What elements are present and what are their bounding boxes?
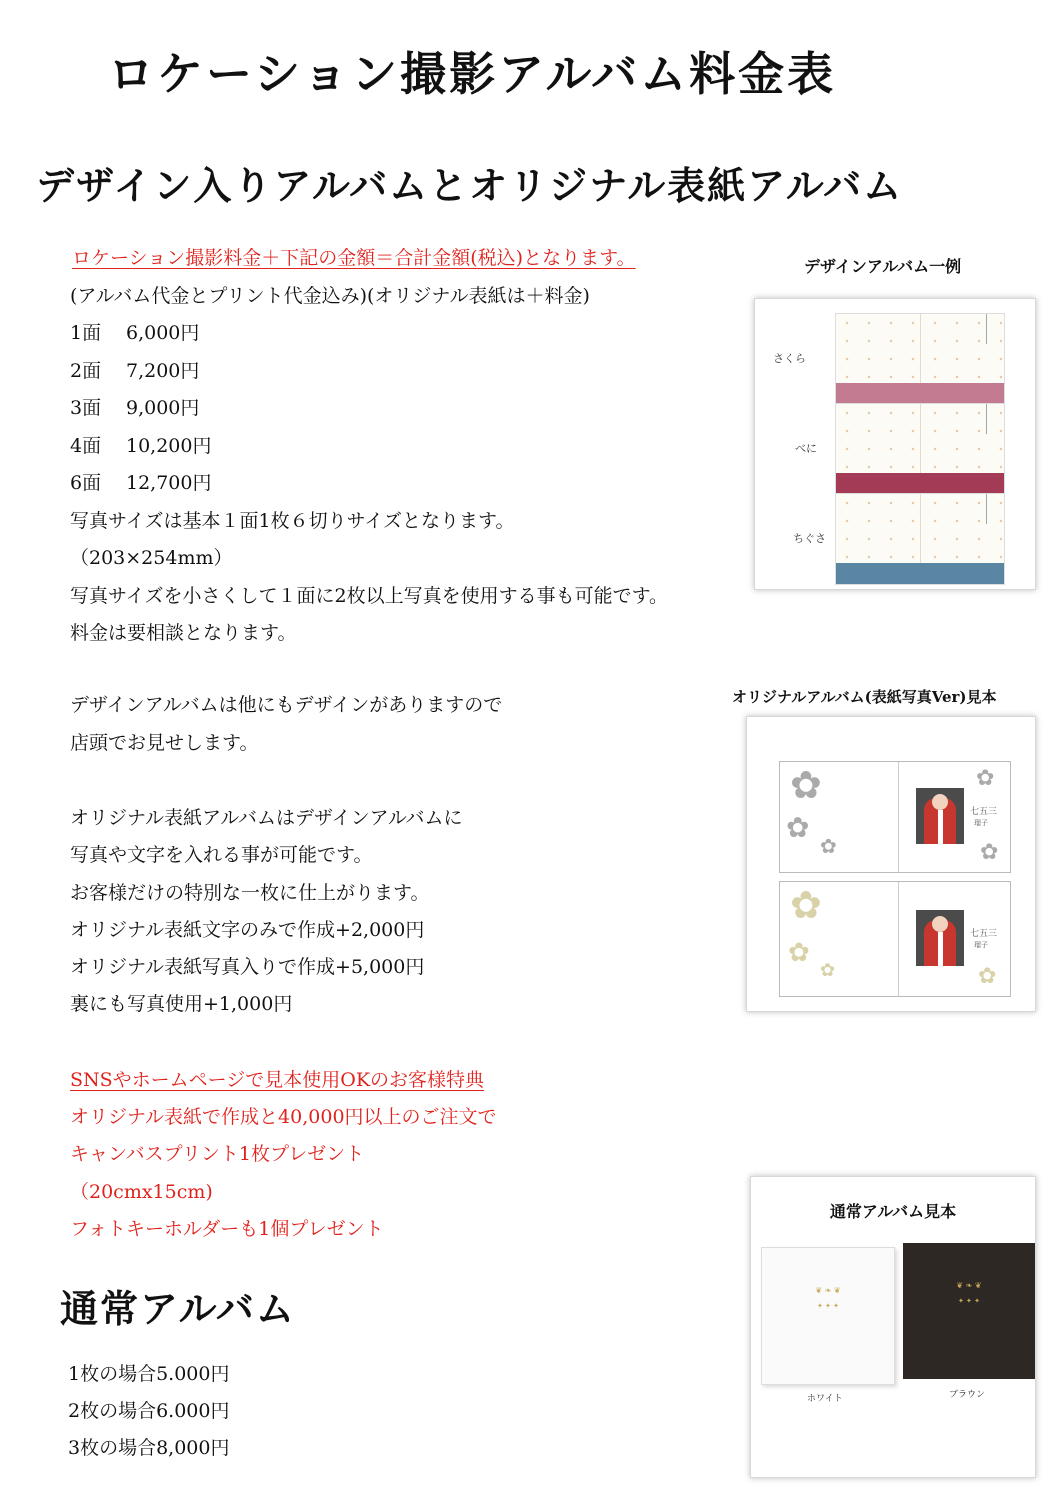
- original-option-photo: オリジナル表紙写真入りで作成+5,000円: [70, 956, 425, 978]
- fold-line: [898, 762, 899, 872]
- design-album-caption: デザインアルバム一例: [804, 257, 962, 276]
- brown-album: [903, 1243, 1035, 1379]
- price-row: [70, 434, 211, 472]
- face: [932, 916, 948, 932]
- price-row: [70, 396, 211, 434]
- crest-icon: ❦ ❧ ❦: [956, 1281, 982, 1290]
- price-value: 10,200円: [126, 434, 212, 457]
- lily-icon: ✿: [786, 811, 810, 844]
- original-album-sample-image: [746, 716, 1036, 1012]
- normal-album-price: 1枚の場合5.000円: [68, 1363, 230, 1385]
- cover-text: 七五三: [970, 929, 998, 939]
- lily-icon: ✿: [820, 960, 836, 981]
- lily-icon: ✿: [980, 840, 999, 865]
- charm-string: [986, 314, 987, 344]
- sash: [938, 932, 943, 966]
- price-pages: 4面: [70, 434, 102, 457]
- lily-icon: ✿: [788, 938, 810, 968]
- price-pages: 1面: [70, 322, 102, 344]
- lily-icon: ✿: [820, 834, 837, 858]
- color-band: [836, 383, 1004, 404]
- design-variant-sakura: [835, 313, 1005, 405]
- lily-icon: ✿: [790, 763, 822, 807]
- portrait-photo: [916, 788, 964, 844]
- sns-offer-line: （20cmx15cm): [70, 1181, 213, 1203]
- sns-offer-line: オリジナル表紙で作成と40,000円以上のご注文で: [70, 1106, 497, 1128]
- normal-album-caption: 通常アルバム見本: [829, 1202, 957, 1221]
- design-info-line: デザインアルバムは他にもデザインがありますので: [70, 694, 503, 716]
- price-value: 6,000円: [126, 322, 200, 344]
- original-album-spread: [779, 881, 1011, 997]
- intro-note: (アルバム代金とプリント代金込み)(オリジナル表紙は＋料金): [70, 285, 590, 307]
- photo-size-mm: （203×254mm）: [70, 547, 233, 569]
- sash: [938, 810, 943, 844]
- design-variant-label: さくら: [773, 352, 806, 365]
- price-pages: 2面: [70, 359, 102, 382]
- price-row: [70, 471, 211, 509]
- price-row: [70, 359, 211, 397]
- normal-album-price: 3枚の場合8,000円: [68, 1437, 230, 1459]
- portrait-photo: [916, 910, 964, 966]
- cover-text: 七五三: [970, 807, 998, 817]
- color-band: [836, 473, 1004, 494]
- lily-icon: ✿: [790, 883, 822, 927]
- design-info-line: 店頭でお見せします。: [70, 732, 259, 754]
- original-info-line: オリジナル表紙アルバムはデザインアルバムに: [70, 807, 463, 829]
- page-title: ロケーション撮影アルバム料金表: [108, 47, 837, 101]
- brown-album-label: ブラウン: [949, 1390, 986, 1400]
- normal-album-price: 2枚の場合6.000円: [68, 1400, 230, 1422]
- lily-icon: ✿: [976, 766, 995, 791]
- normal-album-sample-image: [750, 1176, 1036, 1478]
- design-album-sample-image: [754, 298, 1036, 590]
- white-album-label: ホワイト: [807, 1394, 843, 1404]
- original-info-line: お客様だけの特別な一枚に仕上がります。: [70, 882, 430, 904]
- fold-line: [898, 882, 899, 996]
- white-album: [761, 1247, 895, 1385]
- original-option-back-photo: 裏にも写真使用+1,000円: [70, 993, 293, 1015]
- sns-offer-heading: SNSやホームページで見本使用OKのお客様特典: [70, 1069, 485, 1091]
- photo-price-consult: 料金は要相談となります。: [70, 622, 297, 644]
- photo-multiple-text: 写真サイズを小さくして１面に2枚以上写真を使用する事も可能です。: [70, 585, 669, 607]
- color-band: [836, 563, 1004, 584]
- charm-string: [986, 404, 987, 434]
- ornament-icon: ✦ ✦ ✦: [957, 1297, 981, 1305]
- section-title-normal-album: 通常アルバム: [60, 1286, 296, 1331]
- original-album-spread: [779, 761, 1011, 873]
- price-pages: 6面: [70, 472, 102, 494]
- original-info-line: 写真や文字を入れる事が可能です。: [70, 844, 373, 866]
- price-pages: 3面: [70, 397, 102, 419]
- charm-string: [986, 494, 987, 524]
- photo-size-text: 写真サイズは基本１面1枚６切りサイズとなります。: [70, 510, 515, 532]
- section-title-design-album: デザイン入りアルバムとオリジナル表紙アルバム: [36, 163, 904, 208]
- face: [932, 794, 948, 810]
- price-value: 7,200円: [126, 359, 200, 382]
- price-value: 12,700円: [126, 472, 212, 494]
- sns-offer-line: フォトキーホルダーも1個プレゼント: [70, 1218, 384, 1240]
- price-list: [70, 321, 211, 509]
- lily-icon: ✿: [978, 964, 997, 989]
- ornament-icon: ✦ ✦ ✦: [816, 1302, 840, 1310]
- crest-icon: ❦ ❧ ❦: [815, 1286, 841, 1295]
- original-album-caption: オリジナルアルバム(表紙写真Ver)見本: [732, 688, 997, 706]
- sns-offer-line: キャンバスプリント1枚プレゼント: [70, 1143, 365, 1165]
- design-variant-beni: [835, 403, 1005, 495]
- cover-name: 瑠子: [974, 941, 988, 949]
- original-option-text-only: オリジナル表紙文字のみで作成+2,000円: [70, 919, 425, 941]
- design-variant-label: べに: [795, 442, 817, 455]
- design-variant-chigusa: [835, 493, 1005, 585]
- cover-name: 瑠子: [974, 819, 988, 827]
- price-row: [70, 321, 211, 359]
- design-variant-label: ちぐさ: [793, 532, 826, 545]
- price-value: 9,000円: [126, 397, 200, 419]
- intro-highlight: ロケーション撮影料金＋下記の金額＝合計金額(税込)となります。: [72, 247, 636, 269]
